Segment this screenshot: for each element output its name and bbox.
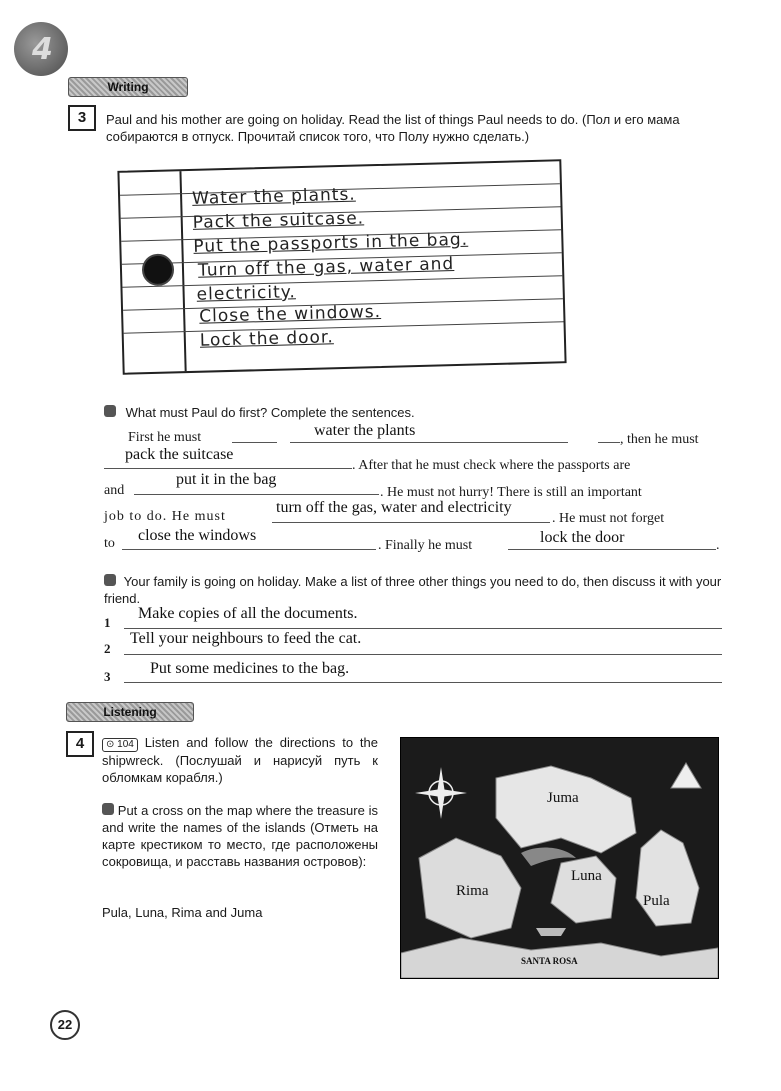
todo-note	[117, 159, 566, 375]
answer-line	[272, 522, 550, 523]
sentence-text: . He must not forget	[552, 511, 665, 526]
unit-badge	[14, 22, 68, 76]
sentence-text: . Finally he must	[378, 538, 473, 553]
shipwreck-icon	[536, 928, 566, 936]
answer-line	[124, 682, 722, 683]
sentence-text: to	[104, 536, 115, 551]
answer-line	[104, 468, 352, 469]
answer-line	[232, 442, 277, 443]
answer-line	[290, 442, 568, 443]
sentence-text: . After that he must check where the passports are	[352, 458, 631, 473]
note-item: Put the passports in the bag.	[193, 229, 469, 257]
pencil-icon	[104, 405, 116, 417]
answer-5[interactable]: close the windows	[138, 527, 257, 544]
label-juma: Juma	[547, 790, 579, 806]
note-item: Water the plants.	[191, 184, 356, 209]
answer-3[interactable]: put it in the bag	[176, 471, 277, 488]
list-number: 1	[104, 615, 111, 630]
task-4-number: 4	[66, 731, 94, 757]
answer-line	[134, 494, 379, 495]
note-item: electricity.	[196, 282, 297, 305]
own-item-2[interactable]: Tell your neighbours to feed the cat.	[130, 630, 362, 647]
task-3b-text: Your family is going on holiday. Make a list of three other things you need to do, then discuss it with your friend.	[104, 574, 722, 606]
pencil-icon	[104, 574, 116, 586]
answer-line	[598, 442, 620, 443]
sentence-text: . He must not hurry! There is still an important	[380, 485, 642, 500]
label-luna: Luna	[571, 868, 602, 884]
label-santa-rosa: SANTA ROSA	[521, 956, 578, 966]
note-margin-line	[179, 171, 186, 371]
task-3-instruction: Paul and his mother are going on holiday. Read the list of things Paul needs to do. (Пол и его мама собираются в отпуск. Прочитай список того, что Полу нужно сделать.)	[106, 112, 680, 144]
sentence-text: .	[716, 538, 720, 553]
sentence-text: , then he must	[620, 432, 699, 447]
islands-list: Pula, Luna, Rima and Juma	[102, 905, 263, 920]
sentence-text: First he must	[128, 430, 202, 445]
label-pula: Pula	[643, 893, 670, 909]
own-item-3[interactable]: Put some medicines to the bag.	[150, 660, 350, 677]
answer-4[interactable]: turn off the gas, water and electricity	[276, 499, 512, 516]
track-number: 104	[117, 739, 134, 750]
note-rule	[122, 275, 562, 288]
note-item: Close the windows.	[198, 301, 382, 327]
island-juma	[496, 766, 636, 853]
answer-line	[508, 549, 716, 550]
sentence-text: job to do. He must	[104, 509, 226, 524]
listening-banner: Listening	[66, 702, 194, 722]
answer-6[interactable]: lock the door	[540, 529, 625, 546]
map-drawing	[401, 738, 718, 978]
task-4-text: Listen and follow the directions to the shipwreck. (Послушай и нарисуй путь к обломкам корабля.)	[102, 735, 378, 785]
answer-line	[124, 654, 722, 655]
own-item-1[interactable]: Make copies of all the documents.	[138, 605, 358, 622]
answer-line	[122, 549, 376, 550]
note-item: Pack the suitcase.	[192, 208, 365, 233]
punch-hole-icon	[142, 253, 175, 286]
list-number: 2	[104, 641, 111, 656]
label-rima: Rima	[456, 883, 489, 899]
task-3-number: 3	[68, 105, 96, 131]
sentence-text: and	[104, 483, 125, 498]
answer-1[interactable]: water the plants	[314, 422, 416, 439]
answer-line	[124, 628, 722, 629]
writing-banner: Writing	[68, 77, 188, 97]
answer-2[interactable]: pack the suitcase	[125, 446, 234, 463]
task-3a-text: What must Paul do first? Complete the sentences.	[125, 405, 415, 420]
treasure-map[interactable]	[400, 737, 719, 979]
task-4b-text: Put a cross on the map where the treasure is and write the names of the islands (Отметь на карте крестиком то место, где расположены сокровища, и расставь названия островов):	[102, 803, 378, 869]
page-number: 22	[50, 1010, 80, 1040]
note-item: Lock the door.	[199, 327, 335, 351]
task-4b-instruction	[102, 802, 378, 870]
compass-icon	[415, 767, 467, 819]
volcano-icon	[671, 763, 701, 788]
note-item: Turn off the gas, water and	[197, 254, 455, 281]
unit-number: 4	[32, 32, 53, 67]
task-3a-instruction	[104, 404, 415, 421]
island-pula	[636, 830, 699, 926]
task-3b-instruction	[104, 573, 728, 607]
list-number: 3	[104, 669, 111, 684]
task-4-instruction	[102, 734, 378, 786]
pencil-icon	[102, 803, 114, 815]
note-rule	[124, 321, 564, 334]
audio-track-badge[interactable]: ⊙ 104	[102, 738, 138, 752]
island-luna	[551, 856, 616, 923]
